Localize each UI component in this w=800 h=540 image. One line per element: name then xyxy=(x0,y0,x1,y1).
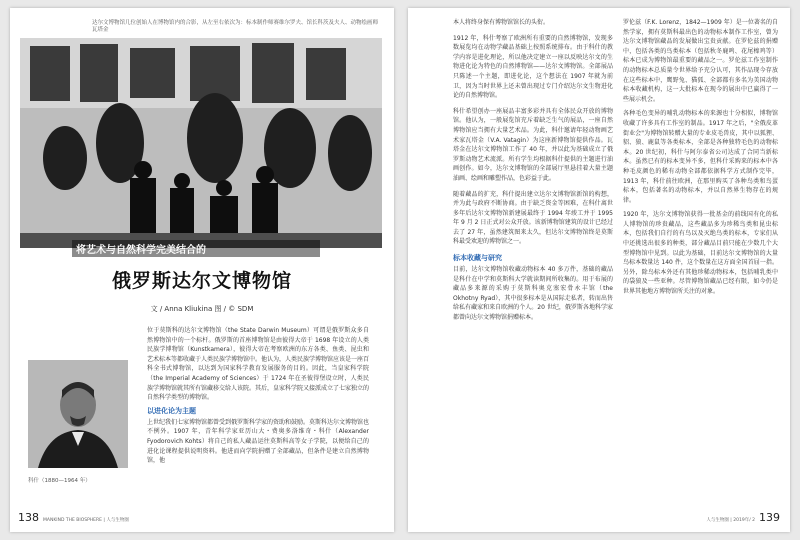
paragraph: 1920 年，达尔文博物馆获得一批基金的前线国有化的私人博物馆的珍贵藏品，这些藏品多为珍稀鸟类和昆虫标本，包括我们自行的有鸟以及灭绝鸟类的标本，专家们从中还挑选出很多的种类，部分藏品目前只能在少数几个大型博物馆中见到。以此为基础，目前达尔文博物馆的大量鸟标本数量达 140 件，这个数量在这方面全国首屈一指。另外，除鸟标本外还有其他珍稀动物标本，包括哺乳类中的袋狼及一些亚种。尽管博物馆藏品已经有限，如今仍是世界其他地方博物馆所关注的对象。 xyxy=(623,211,778,296)
intro-paragraph: 位于莫斯科的达尔文博物馆（the State Darwin Museum）可谓是俄罗斯众多自然博物馆中的一个标杆。俄罗斯的首座博物馆是由彼得大帝于 1698 年设立的人类民族学博物馆（Kunstkamera），彼得大帝在考察欧洲的东方各类、鱼类、昆虫和艺术标本等都收藏于人类民族学博物馆中。他认为，人类民族学博物馆应该是一座百科全书式博物馆，以达到为国家科学教育发展服务的目的。因此，当皇家科学院（the Imperial Academy of Sciences）于 1724 年在圣彼得堡设立时，人类民族学博物馆就其所有馆藏移交给人该院。其后，皇家科学院又接派成立了七家独立的自然科学类型的博物馆。 xyxy=(147,327,370,402)
right-footer xyxy=(706,511,780,524)
left-page xyxy=(10,8,394,532)
article-byline: 文 / Anna Kliukina 图 / © SDM xyxy=(150,305,254,313)
photo-caption: 达尔文博物馆几位创始人在博物馆内的合影，从左至右依次为：标本制作师赛维尔罗夫、馆长科茨及夫人、动物绘画师瓦塔金 xyxy=(92,20,379,33)
section-heading: 标本收藏与研究 xyxy=(453,254,502,263)
paragraph: 罗伦兹（F.K. Lorenz，1842—1909 年）是一位著名的自然学家，拥有莫斯科最出色的动物标本制作工作室，曾为达尔文博物馆藏品的发展做出宝贵贡献。在罗伦兹的捐赠中，包括各类的鸟类标本（包括秋冬鹿鸣、花尾榛鸡等）标本已成为博物馆最重要的藏品之一。罗伦兹工作室制作的动物标本总质量令世界给予充分认可，其作品现今存放在这些标本中，鹰野兔、猫狐、全部都有多名为美国动物标本收藏机构，这一大批标本在现今的展出中已赢得了一些展示机会。 xyxy=(623,19,778,103)
kohts-portrait xyxy=(28,360,128,468)
museum-photo-illustration xyxy=(20,38,382,248)
section-paragraph: 上世纪我们七家博物馆都曾受到俄罗斯科学家的资助和鼓励。莫斯科达尔文博物馆也不例外。1907 年，青年科学家亚历山大・费奥多洛维奇・科什（Alexander Fyodorovich Kohts）将自己的私人藏品运往莫斯科高等女子学院，以便给自己的进化论课程提供说明资料。他进而向学院捐赠了全部藏品，但条件是建立自然博物馆，他 xyxy=(147,418,370,465)
article-kicker: 将艺术与自然科学完美结合的 xyxy=(72,240,320,257)
paragraph: 随着藏品的扩充，科什提出建立达尔文博物馆新馆的构想，并为此与政府不断协商。由于缺乏资金等困难，在科什离世多年后达尔文博物馆新建展最终于 1994 年竣工并于 1995 年 9 月 2 日正式对公众开放。该新博物馆建筑的设计已经过去了 27 年，虽然建筑图来太久，但达尔文博物馆终是莫斯科最受欢迎的博物馆之一。 xyxy=(453,190,613,246)
right-column-a xyxy=(453,18,613,329)
right-column-b xyxy=(623,18,778,302)
paragraph: 1912 年，科什考察了欧洲所有重要的自然博物馆，发现多数展览均在动物学藏品基础上按照系统排布。由于科什的教学内容是进化理论，所以他决定建立一座以反映达尔文的生物进化论为特色的自然博物馆——达尔文博物馆。全部展品只陈述一个主题，即进化论，这个想法在 1907 年就为前卫，因为当时世界上还未曾出现过专门介绍达尔文生物进化论的自然博物馆。 xyxy=(453,34,613,100)
right-page xyxy=(408,8,790,532)
portrait-illustration xyxy=(28,360,128,468)
paragraph: 科什希望创办一座展品丰富多彩并具有全体民众开放的博物馆。他认为，一般展览馆充斥着缺乏生气的展品，一座自然博物馆应当拥有大量艺术品。为此，科什邀请年轻动物画艺术家瓦塔金（V.A. Vatagin）为这座新博物馆提供作品。瓦塔金在达尔文博物馆工作了 40 年，并以此为基础成立了俄罗斯动物艺术流派。所有学生均根据科什提供的主题进行油画创作。如今，达尔文博物馆的全部展厅里悬挂着大量主题油画、绘画和雕塑作品，色彩益于此。 xyxy=(453,107,613,182)
museum-founders-photo xyxy=(20,38,382,248)
paragraph: 目前，达尔文博物馆收藏动物标本 40 多万件，基础的藏品是科什在中学和莫斯科大学就读期间所收集的。用于布展的藏品多来源的采购于莫斯科奥克塞宏骨永丰馆（the Okhotny Ryad），其中很多标本是从国际走私者，转而出售给私有藏家和来自欧洲的个人。20 世纪，俄罗斯各地科学家都曾向达尔文博物馆捐赠标本。 xyxy=(453,266,613,322)
page-number: 139 xyxy=(759,511,780,524)
section-heading: 以进化论为主题 xyxy=(147,406,196,415)
paragraph: 本人将终身保有博物馆馆长的头衔。 xyxy=(453,19,550,26)
magazine-issue: 人与生物圈 | 2019年/ 2 xyxy=(706,518,755,523)
page-number: 138 xyxy=(18,511,39,524)
left-footer xyxy=(18,511,129,524)
left-body-column xyxy=(147,326,369,469)
article-title: 俄罗斯达尔文博物馆 xyxy=(111,270,292,292)
paragraph: 各种毛色变异的哺乳动物标本的来源也十分相似，博物馆收藏了许多具有工作室的制品。1917 年之后，"全俄皮革街业会"为博物馆转赠大量的专业皮毛兽皮，其中以狐狸、貂、狼、鹿鼠等各类标本，全部是各种独特毛色的动物标本。20 世纪初，科什与阿尔泰省公司达成了合同当新标本。虽然已有的标本变异不多，但科什采购来的标本中各种毛皮颜色的稀有动物全部都依据科学方式制作完毕，1913 年，科什前往欧洲，在那里购买了各种鸟类和鸟蛋标本，包括著名的动物标本，并以自然界生物存在的规律。 xyxy=(623,110,778,204)
portrait-caption: 科什（1880—1964 年） xyxy=(28,478,91,484)
magazine-name: MANKIND THE BIOSPHERE | 人与生物圈 xyxy=(43,518,129,523)
